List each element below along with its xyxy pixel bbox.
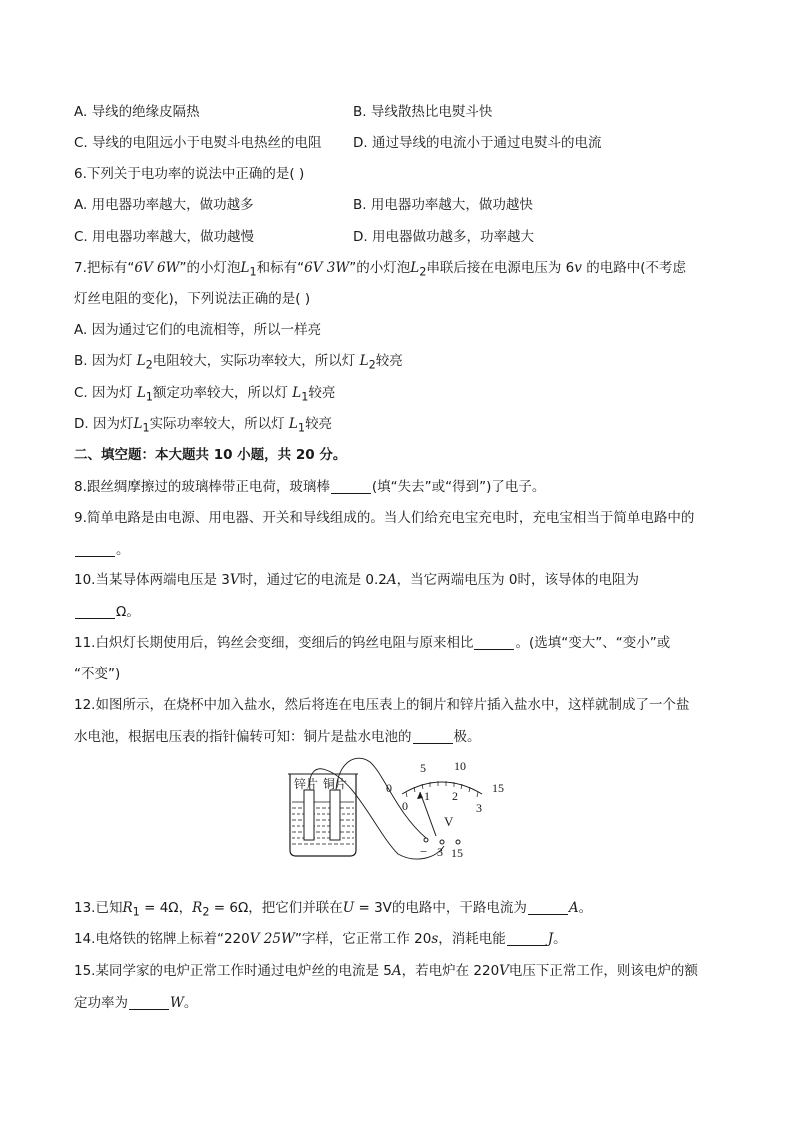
answer-blank[interactable] <box>75 542 115 557</box>
q13: 13.已知$R_1 = 4\Omega$，$R_2 = 6\Omega$，把它们并联在U = 3V的电路中，干路电流为 A。 <box>74 900 593 919</box>
terminal-3 <box>440 840 444 844</box>
upper-tick-0: 0 <box>386 781 392 795</box>
salt-water <box>292 802 354 844</box>
q11-line1: 11.白炽灯长期使用后，钨丝会变细，变细后的钨丝电阻与原来相比 。(选填“变大”、“变小”或 <box>74 635 671 651</box>
zinc-plate <box>304 790 314 840</box>
q9-line1: 9.简单电路是由电源、用电器、开关和导线组成的。当人们给充电宝充电时，充电宝相当于简单电路中的 <box>74 510 695 526</box>
lower-tick-3: 3 <box>476 801 482 815</box>
q7-option-a: A. 因为通过它们的电流相等，所以一样亮 <box>74 322 322 338</box>
q5-option-c: C. 导线的电阻远小于电熨斗电热丝的电阻 <box>74 135 322 151</box>
answer-blank[interactable] <box>75 604 115 619</box>
terminal-15 <box>456 840 460 844</box>
salt-water-battery-figure <box>286 752 511 864</box>
q7-option-b: B. 因为灯 $L_2$电阻较大，实际功率较大，所以灯 $L_2$较亮 <box>74 353 403 372</box>
q7-option-d: D. 因为灯$L_1$实际功率较大，所以灯 $L_1$较亮 <box>74 416 333 435</box>
q12-line1: 12.如图所示，在烧杯中加入盐水，然后将连在电压表上的铜片和锌片插入盐水中，这样就制成了一个盐 <box>74 697 690 713</box>
q9-line2: 。 <box>74 540 130 560</box>
q6-option-a: A. 用电器功率越大，做功越多 <box>74 197 254 213</box>
meter-symbol: V <box>444 814 454 829</box>
terminal-label-3: 3 <box>437 845 443 859</box>
lower-tick-0: 0 <box>402 799 408 813</box>
zinc-label: 锌片 <box>294 777 319 791</box>
q10-line1: 10.当某导体两端电压是 3V时，通过它的电流是 0.2A，当它两端电压为 0时，该导体的电阻为 <box>74 572 640 588</box>
q14: 14.电烙铁的铭牌上标着“220V 25W”字样，它正常工作 20s，消耗电能 J。 <box>74 931 567 947</box>
q5-option-b: B. 导线散热比电熨斗快 <box>353 104 493 120</box>
q11-line2: “不变”) <box>74 666 121 682</box>
q6-option-c: C. 用电器功率越大，做功越慢 <box>74 229 255 245</box>
q5-option-a: A. 导线的绝缘皮隔热 <box>74 104 200 120</box>
needle-arrow <box>417 792 423 799</box>
q10-line2: Ω。 <box>74 602 140 622</box>
lower-tick-1: 1 <box>424 789 430 803</box>
answer-blank[interactable] <box>129 995 169 1010</box>
upper-tick-10: 10 <box>454 759 466 773</box>
q6-option-b: B. 用电器功率越大，做功越快 <box>353 197 533 213</box>
answer-blank[interactable] <box>474 635 514 650</box>
q7-option-c: C. 因为灯 $L_1$额定功率较大，所以灯 $L_1$较亮 <box>74 385 336 404</box>
upper-tick-15: 15 <box>492 781 504 795</box>
terminal-negative <box>424 838 428 842</box>
q6-option-d: D. 用电器做功越多，功率越大 <box>353 229 534 245</box>
q7-stem-line1: 7.把标有“6V 6W”的小灯泡$L_1$和标有“6V 3W”的小灯泡$L_2$串联后接在电源电压为 6v 的电路中(不考虑 <box>74 260 686 279</box>
answer-blank[interactable] <box>331 479 371 494</box>
q5-option-d: D. 通过导线的电流小于通过电熨斗的电流 <box>353 135 602 151</box>
terminal-label-15: 15 <box>451 846 463 860</box>
copper-plate <box>330 790 340 840</box>
upper-tick-5: 5 <box>420 761 426 775</box>
copper-label: 铜片 <box>323 777 348 791</box>
q7-stem-line2: 灯丝电阻的变化)，下列说法正确的是( ) <box>74 291 311 307</box>
terminal-label-negative: − <box>420 844 428 859</box>
section-heading-fill-blank: 二、填空题：本大题共 10 小题，共 20 分。 <box>74 447 347 463</box>
q12-line2: 水电池，根据电压表的指针偏转可知：铜片是盐水电池的 极。 <box>74 729 481 745</box>
q15-line2: 定功率为 W。 <box>74 995 198 1011</box>
answer-blank[interactable] <box>413 729 453 744</box>
meter-ticks <box>406 781 478 797</box>
q6-stem: 6.下列关于电功率的说法中正确的是( ) <box>74 166 305 182</box>
q8: 8.跟丝绸摩擦过的玻璃棒带正电荷，玻璃棒 (填“失去”或“得到”)了电子。 <box>74 479 546 495</box>
answer-blank[interactable] <box>507 931 547 946</box>
battery-voltmeter-diagram <box>286 752 511 864</box>
lower-tick-2: 2 <box>452 789 458 803</box>
q15-line1: 15.某同学家的电炉正常工作时通过电炉丝的电流是 5A，若电炉在 220V电压下正常工作，则该电炉的额 <box>74 963 698 979</box>
answer-blank[interactable] <box>528 900 568 915</box>
